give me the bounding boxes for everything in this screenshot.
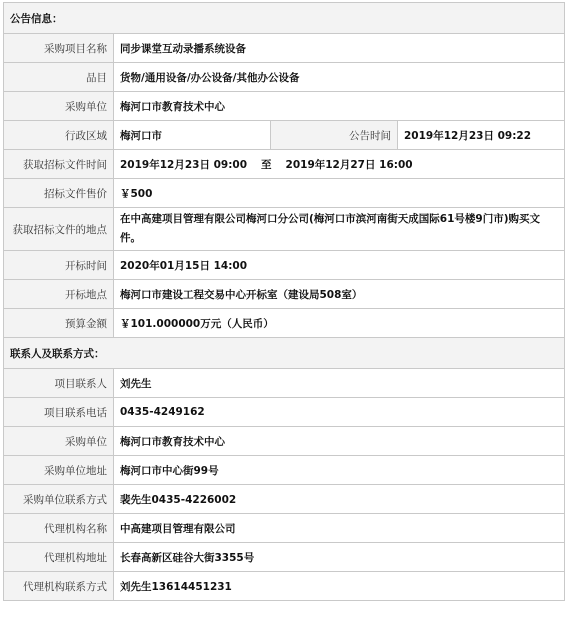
label-project-name: 采购项目名称 [4,34,114,63]
label-purchaser: 采购单位 [4,92,114,121]
label-agency-name: 代理机构名称 [4,514,114,543]
section-title-contacts: 联系人及联系方式： [4,338,565,369]
value-project-name: 同步课堂互动录播系统设备 [114,34,565,63]
doc-obtain-end: 2019年12月27日 16:00 [285,158,413,171]
row-contact-purchaser [4,427,565,456]
row-agency-address [4,543,565,572]
value-opening-location: 梅河口市建设工程交易中心开标室（建设局508室） [114,280,565,309]
value-contact-purchaser: 梅河口市教育技术中心 [114,427,565,456]
label-opening-location: 开标地点 [4,280,114,309]
row-opening-location [4,280,565,309]
value-doc-location: 在中高建项目管理有限公司梅河口分公司(梅河口市滨河南街天成国际61号楼9门市)购买文件。 [114,208,565,251]
label-region: 行政区域 [4,121,114,150]
value-project-phone: 0435-4249162 [114,398,565,427]
label-budget: 预算金额 [4,309,114,338]
value-opening-time: 2020年01月15日 14:00 [114,251,565,280]
row-project-name [4,34,565,63]
notice-table [3,2,565,601]
section-header-row [4,338,565,369]
label-project-phone: 项目联系电话 [4,398,114,427]
row-project-contact [4,369,565,398]
value-purchaser-address: 梅河口市中心街99号 [114,456,565,485]
label-contact-purchaser: 采购单位 [4,427,114,456]
row-purchaser [4,92,565,121]
section-header-row [4,3,565,34]
value-agency-contact: 刘先生13614451231 [114,572,565,601]
value-publish-time: 2019年12月23日 09:22 [398,121,565,150]
label-doc-location: 获取招标文件的地点 [4,208,114,251]
value-project-contact: 刘先生 [114,369,565,398]
value-doc-obtain-time [114,150,565,179]
label-doc-obtain-time: 获取招标文件时间 [4,150,114,179]
label-agency-contact: 代理机构联系方式 [4,572,114,601]
value-agency-name: 中高建项目管理有限公司 [114,514,565,543]
row-project-phone [4,398,565,427]
row-doc-obtain-time [4,150,565,179]
row-budget [4,309,565,338]
doc-obtain-to: 至 [261,158,272,171]
row-opening-time [4,251,565,280]
label-opening-time: 开标时间 [4,251,114,280]
label-agency-address: 代理机构地址 [4,543,114,572]
row-category [4,63,565,92]
value-region: 梅河口市 [114,121,271,150]
value-budget: ￥101.000000万元（人民币） [114,309,565,338]
row-agency-name [4,514,565,543]
doc-obtain-start: 2019年12月23日 09:00 [120,158,248,171]
section-title-announcement: 公告信息： [4,3,565,34]
label-doc-price: 招标文件售价 [4,179,114,208]
row-doc-price [4,179,565,208]
row-agency-contact [4,572,565,601]
label-publish-time: 公告时间 [271,121,398,150]
row-doc-location [4,208,565,251]
value-category: 货物/通用设备/办公设备/其他办公设备 [114,63,565,92]
row-region-time [4,121,565,150]
label-purchaser-contact: 采购单位联系方式 [4,485,114,514]
label-category: 品目 [4,63,114,92]
label-purchaser-address: 采购单位地址 [4,456,114,485]
label-project-contact: 项目联系人 [4,369,114,398]
value-purchaser-contact: 裴先生0435-4226002 [114,485,565,514]
row-purchaser-address [4,456,565,485]
row-purchaser-contact [4,485,565,514]
value-agency-address: 长春高新区硅谷大街3355号 [114,543,565,572]
value-doc-price: ￥500 [114,179,565,208]
value-purchaser: 梅河口市教育技术中心 [114,92,565,121]
